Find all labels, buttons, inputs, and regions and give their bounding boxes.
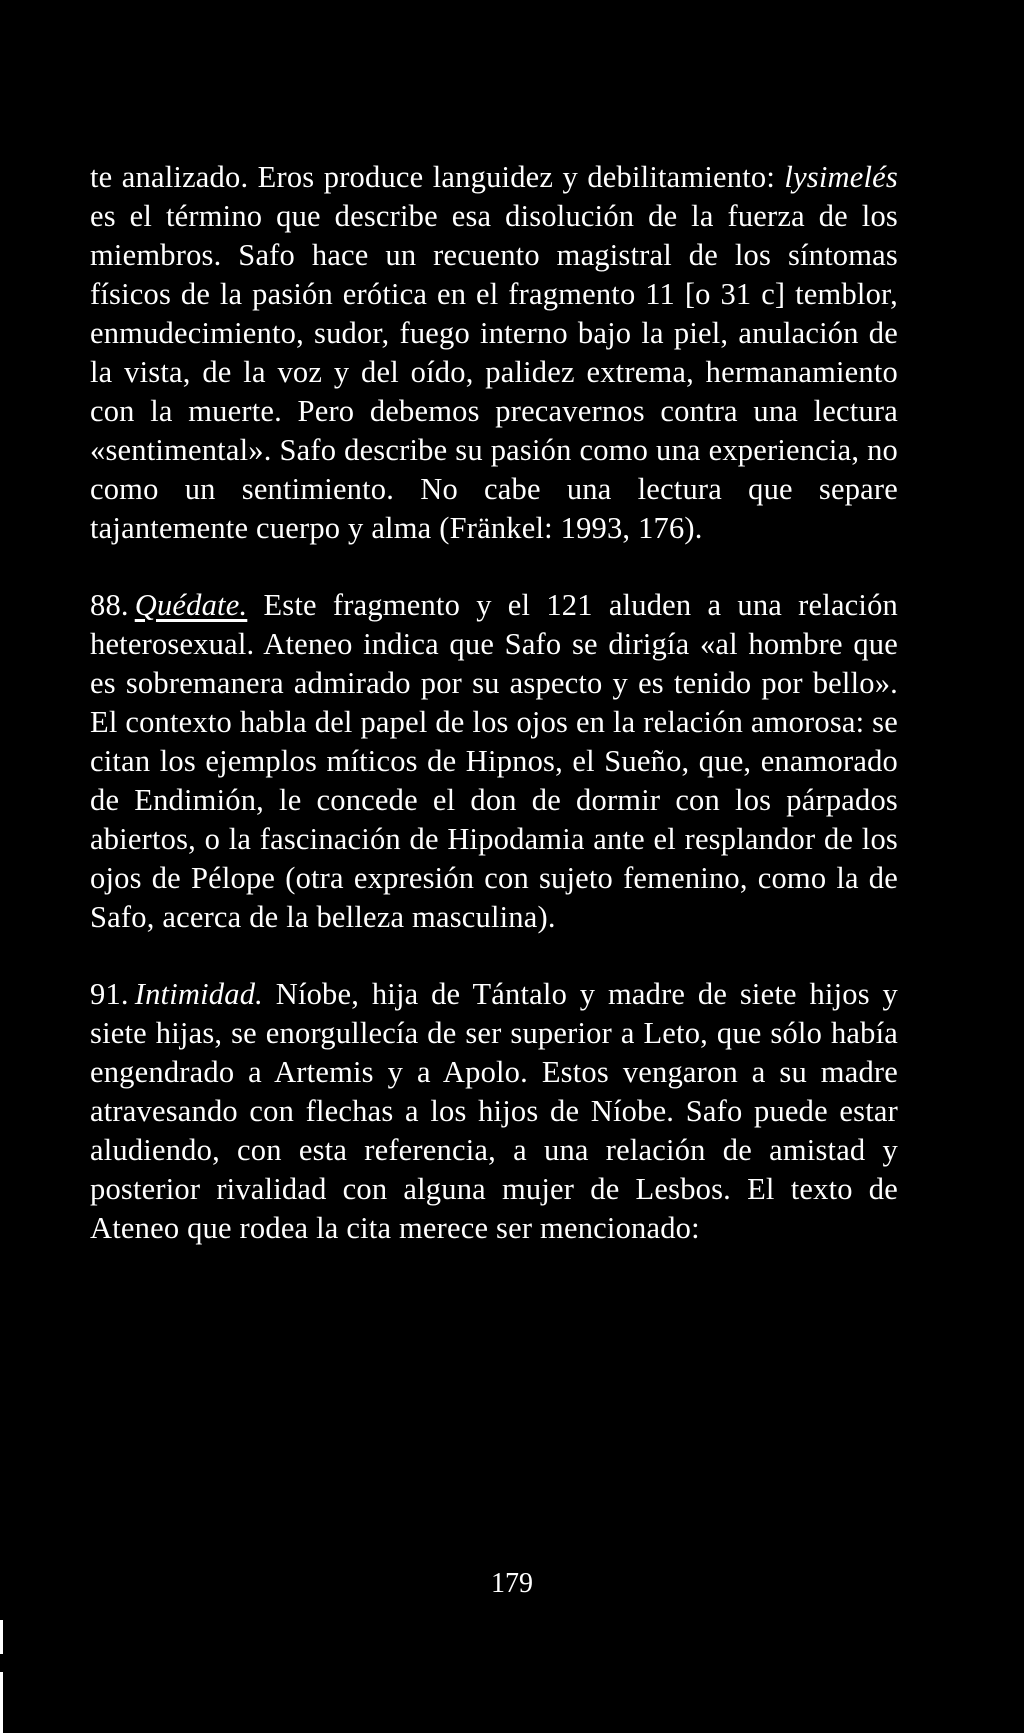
note-number: 88. (90, 588, 129, 622)
note-body-text: Níobe, hija de Tántalo y madre de siete hijos y siete hijas, se enorgullecía de ser superior a Leto, que sólo había engendrado a Artemis y a Apolo. Estos vengaron a su madre atravesando con flechas a los hijos de Níobe. Safo puede estar aludiendo, con esta referencia, a una relación de amistad y posterior rivalidad con alguna mujer de Lesbos. El texto de Ateneo que rodea la cita merece ser mencionado: (90, 977, 898, 1245)
note-body-text: Este fragmento y el 121 aluden a una relación heterosexual. Ateneo indica que Safo se dirigía «al hombre que es sobremanera admirado por su aspecto y es tenido por bello». El contexto habla del papel de los ojos en la relación amorosa: se citan los ejemplos míticos de Hipnos, el Sueño, que, enamorado de Endimión, le concede el don de dormir con los párpados abiertos, o la fascinación de Hipodamia ante el resplandor de los ojos de Pélope (otra expresión con sujeto femenino, como la de Safo, acerca de la belleza masculina). (90, 588, 898, 934)
greek-term: lysimelés (784, 160, 898, 194)
note-91 (90, 975, 898, 1248)
note-number: 91. (90, 977, 129, 1011)
paragraph-continuation (90, 158, 898, 548)
paragraph-lead-text: te analizado. Eros produce languidez y debilitamiento: (90, 160, 785, 194)
note-88 (90, 586, 898, 937)
page-number: 179 (491, 1568, 533, 1599)
note-title: Quédate. (134, 588, 248, 622)
note-title: Intimidad. (134, 977, 263, 1011)
page-body (90, 158, 898, 1248)
scan-edge-mark (0, 1620, 3, 1654)
scan-edge-mark (0, 1672, 3, 1733)
paragraph-body-text: es el término que describe esa disolución de la fuerza de los miembros. Safo hace un recuento magistral de los síntomas físicos de la pasión erótica en el fragmento 11 [o 31 c] temblor, enmudecimiento, sudor, fuego interno bajo la piel, anulación de la vista, de la voz y del oído, palidez extrema, hermanamiento con la muerte. Pero debemos precavernos contra una lectura «sentimental». Safo describe su pasión como una experiencia, no como un sentimiento. No cabe una lectura que separe tajantemente cuerpo y alma (Fränkel: 1993, 176). (90, 199, 898, 545)
